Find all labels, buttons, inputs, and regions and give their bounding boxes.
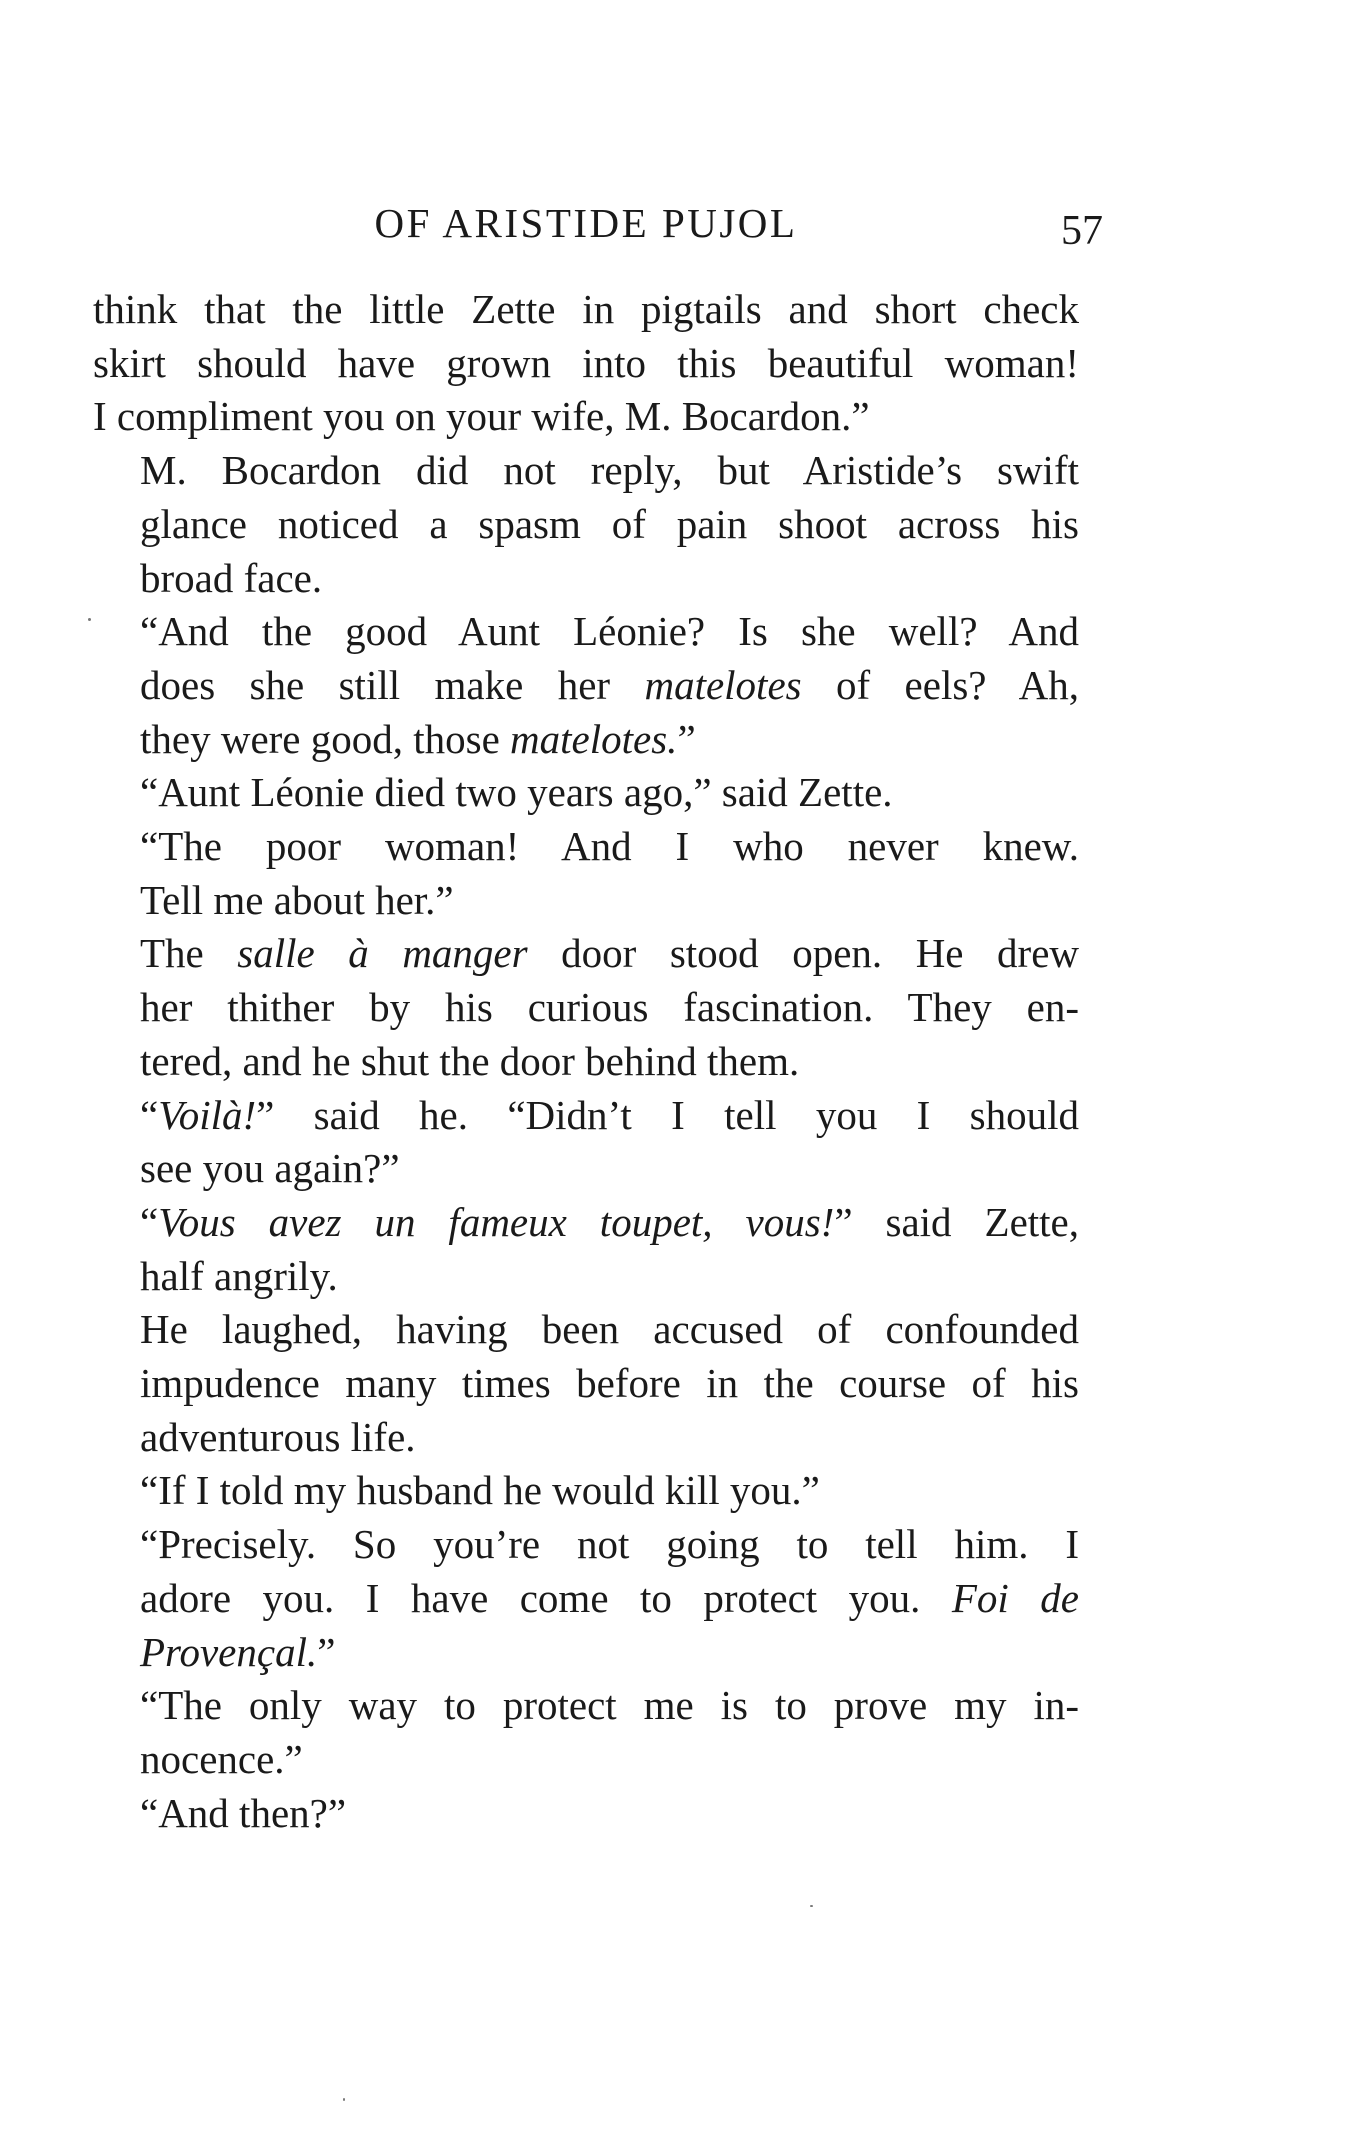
ink-speck <box>88 618 91 621</box>
paragraph <box>93 1464 1079 1518</box>
body-text <box>93 283 1079 1840</box>
text-line: Tell me about her.” <box>140 876 454 923</box>
text-line <box>93 1196 1079 1250</box>
running-head <box>93 193 1103 254</box>
text-line: “And the good Aunt Léonie? Is she well? And <box>140 608 1079 655</box>
paragraph <box>93 820 1079 927</box>
italic-run: Foi de <box>951 1574 1079 1621</box>
page-number: 57 <box>1061 208 1103 254</box>
text-run: of eels? Ah, <box>801 661 1079 708</box>
text-line: broad face. <box>140 554 323 601</box>
paragraph <box>93 1196 1079 1303</box>
text-line: “The only way to protect me is to prove my in- <box>140 1682 1079 1729</box>
paragraph <box>93 927 1079 1088</box>
text-line: think that the little Zette in pigtails and short check <box>93 286 1079 332</box>
italic-run: Vous avez un fameux toupet, vous! <box>158 1198 835 1245</box>
italic-run: salle à manger <box>237 930 528 977</box>
text-line <box>93 1626 1079 1680</box>
paragraph <box>93 766 1079 820</box>
italic-run: matelotes. <box>510 715 678 762</box>
text-line: half angrily. <box>140 1252 338 1299</box>
text-line <box>93 1572 1079 1626</box>
text-line: glance noticed a spasm of pain shoot across his <box>140 500 1079 547</box>
text-line <box>93 713 1079 767</box>
paragraph <box>93 1679 1079 1786</box>
text-run: ” <box>317 1628 336 1675</box>
text-line: “If I told my husband he would kill you.” <box>140 1467 820 1514</box>
running-title: OF ARISTIDE PUJOL <box>374 200 798 246</box>
text-line: adventurous life. <box>140 1413 416 1460</box>
ink-speck <box>810 1905 813 1907</box>
text-line <box>93 927 1079 981</box>
text-line: tered, and he shut the door behind them. <box>140 1037 800 1084</box>
italic-run: Provençal. <box>140 1628 318 1675</box>
text-line: impudence many times before in the course of his <box>140 1360 1079 1407</box>
text-line <box>93 659 1079 713</box>
paragraph <box>93 283 1079 444</box>
text-line: skirt should have grown into this beautiful woman! <box>93 339 1079 386</box>
text-line: I compliment you on your wife, M. Bocardon.” <box>93 393 870 440</box>
text-run: ” said Zette, <box>834 1198 1079 1245</box>
paragraph <box>93 605 1079 766</box>
text-line <box>93 1089 1079 1143</box>
paragraph <box>93 1518 1079 1679</box>
text-line: “And then?” <box>140 1789 347 1836</box>
text-line: see you again?” <box>140 1145 400 1192</box>
italic-run: Voilà! <box>158 1091 257 1138</box>
text-line: “Aunt Léonie died two years ago,” said Zette. <box>140 769 893 816</box>
paragraph <box>93 1303 1079 1464</box>
text-run: The <box>140 930 238 977</box>
text-run: ” <box>677 715 696 762</box>
italic-run: matelotes <box>644 661 802 708</box>
text-run: they were good, those <box>140 715 511 762</box>
text-line: “Precisely. So you’re not going to tell him. I <box>140 1521 1079 1568</box>
text-line: He laughed, having been accused of confounded <box>140 1306 1079 1353</box>
ink-speck <box>343 2098 345 2101</box>
text-line: “The poor woman! And I who never knew. <box>140 823 1079 870</box>
text-run: “ <box>140 1198 159 1245</box>
paragraph <box>93 444 1079 605</box>
paragraph <box>93 1787 1079 1841</box>
text-line: nocence.” <box>140 1735 303 1782</box>
text-run: adore you. I have come to protect you. <box>140 1574 952 1621</box>
text-run: door stood open. He drew <box>527 930 1079 977</box>
text-line: her thither by his curious fascination. They en- <box>140 984 1079 1031</box>
text-line: M. Bocardon did not reply, but Aristide’s swift <box>140 447 1079 494</box>
text-run: does she still make her <box>140 661 645 708</box>
text-run: ” said he. “Didn’t I tell you I should <box>256 1091 1079 1138</box>
paragraph <box>93 1089 1079 1196</box>
text-run: “ <box>140 1091 159 1138</box>
